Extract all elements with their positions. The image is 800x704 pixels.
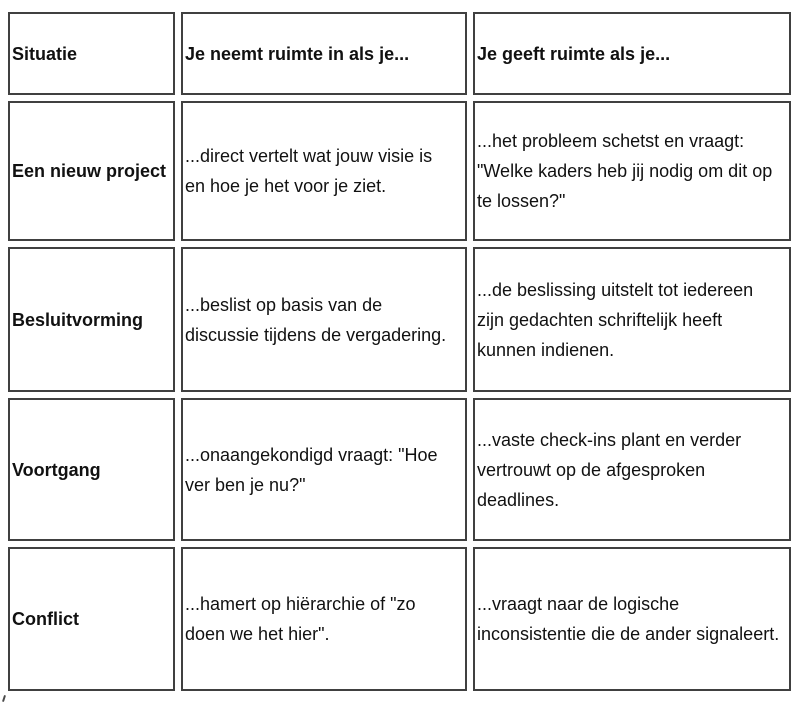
cell-text: ...onaangekondigd vraagt: "Hoe ver ben je nu?" bbox=[185, 444, 438, 495]
row-label-conflict bbox=[8, 547, 175, 691]
header-label: Je neemt ruimte in als je... bbox=[185, 43, 410, 64]
cell-besluitvorming-geeft bbox=[473, 247, 791, 392]
cell-conflict-neemt bbox=[181, 547, 467, 691]
header-cell-neemt-ruimte bbox=[181, 12, 467, 95]
header-cell-geeft-ruimte bbox=[473, 12, 791, 95]
cell-text: ...de beslissing uitstelt tot iedereen zijn gedachten schriftelijk heeft kunnen indienen. bbox=[477, 279, 754, 360]
cell-besluitvorming-neemt bbox=[181, 247, 467, 392]
header-label: Situatie bbox=[12, 43, 78, 64]
cell-text: ...hamert op hiërarchie of "zo doen we het hier". bbox=[185, 594, 416, 644]
cell-nieuw-project-geeft bbox=[473, 101, 791, 241]
cell-conflict-geeft bbox=[473, 547, 791, 691]
situatie-table bbox=[8, 12, 791, 691]
cell-nieuw-project-neemt bbox=[181, 101, 467, 241]
row-label-voortgang bbox=[8, 398, 175, 541]
cell-text: ...het probleem schetst en vraagt: "Welke kaders heb jij nodig om dit op te lossen?" bbox=[477, 131, 773, 211]
row-label-een-nieuw-project bbox=[8, 101, 175, 241]
cell-text: ...vraagt naar de logische inconsistentie die de ander signaleert. bbox=[477, 594, 780, 644]
header-label: Je geeft ruimte als je... bbox=[477, 43, 671, 64]
row-label-text: Een nieuw project bbox=[12, 161, 167, 181]
cell-text: ...beslist op basis van de discussie tijdens de vergadering. bbox=[185, 294, 447, 345]
stray-mark bbox=[2, 695, 6, 702]
header-cell-situatie bbox=[8, 12, 175, 95]
cell-voortgang-neemt bbox=[181, 398, 467, 541]
cell-voortgang-geeft bbox=[473, 398, 791, 541]
row-label-text: Besluitvorming bbox=[12, 309, 144, 330]
row-label-besluitvorming bbox=[8, 247, 175, 392]
cell-text: ...vaste check-ins plant en verder vertrouwt op de afgesproken deadlines. bbox=[477, 429, 742, 510]
row-label-text: Voortgang bbox=[12, 459, 101, 480]
cell-text: ...direct vertelt wat jouw visie is en hoe je het voor je ziet. bbox=[185, 146, 433, 196]
row-label-text: Conflict bbox=[12, 609, 79, 629]
